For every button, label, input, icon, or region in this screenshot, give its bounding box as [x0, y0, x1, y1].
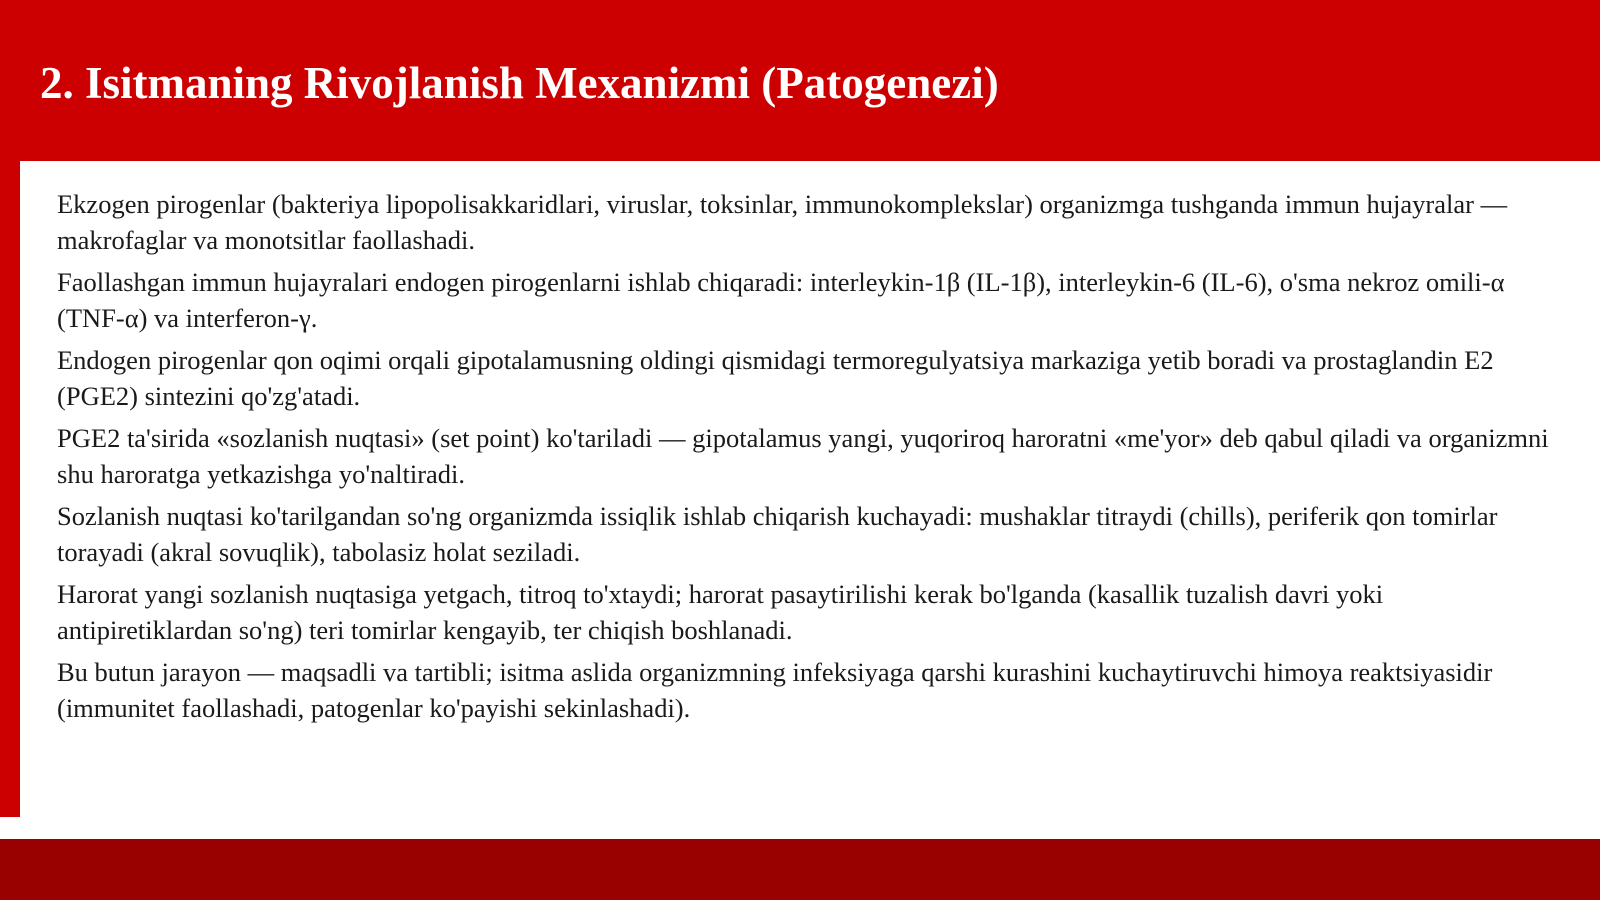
slide-title: 2. Isitmaning Rivojlanish Mexanizmi (Patogenezi) — [40, 58, 999, 108]
paragraph-hypothalamus-pge2: Endogen pirogenlar qon oqimi orqali gipotalamusning oldingi qismidagi termoregulyatsiya markaziga yetib boradi va prostaglandin E2 (PGE2) sintezini qo'zg'atadi. — [57, 345, 1494, 411]
slide-body — [57, 186, 1557, 732]
paragraph-set-point: PGE2 ta'sirida «sozlanish nuqtasi» (set point) ko'tariladi — gipotalamus yangi, yuqoriroq haroratni «me'yor» deb qabul qiladi va organizmni shu haroratga yetkazishga yo'naltiradi. — [57, 423, 1549, 489]
paragraph-heat-production: Sozlanish nuqtasi ko'tarilgandan so'ng organizmda issiqlik ishlab chiqarish kuchayadi: mushaklar titraydi (chills), periferik qon tomirlar torayadi (akral sovuqlik), tabolasiz holat seziladi. — [57, 501, 1498, 567]
paragraph-protective-reaction: Bu butun jarayon — maqsadli va tartibli; isitma aslida organizmning infeksiyaga qarshi kurashini kuchaytiruvchi himoya reaktsiyasidir (immunitet faollashadi, patogenlar ko'payishi sekinlashadi). — [57, 657, 1493, 723]
paragraph-exogenous-pyrogens: Ekzogen pirogenlar (bakteriya lipopolisakkaridlari, viruslar, toksinlar, immunokomplekslar) organizmga tushganda immun hujayralar — makrofaglar va monotsitlar faollashadi. — [57, 189, 1508, 255]
paragraph-endogenous-pyrogens: Faollashgan immun hujayralari endogen pirogenlarni ishlab chiqaradi: interleykin-1β (IL-1β), interleykin-6 (IL-6), o'sma nekroz omili-α (TNF-α) va interferon-γ. — [57, 267, 1505, 333]
paragraph-defervescence: Harorat yangi sozlanish nuqtasiga yetgach, titroq to'xtaydi; harorat pasaytirilishi kerak bo'lganda (kasallik tuzalish davri yoki antipiretiklardan so'ng) teri tomirlar kengayib, ter chiqish boshlanadi. — [57, 579, 1384, 645]
title-banner — [0, 0, 1600, 161]
footer-bar — [0, 839, 1600, 900]
left-accent-bar — [0, 161, 20, 817]
